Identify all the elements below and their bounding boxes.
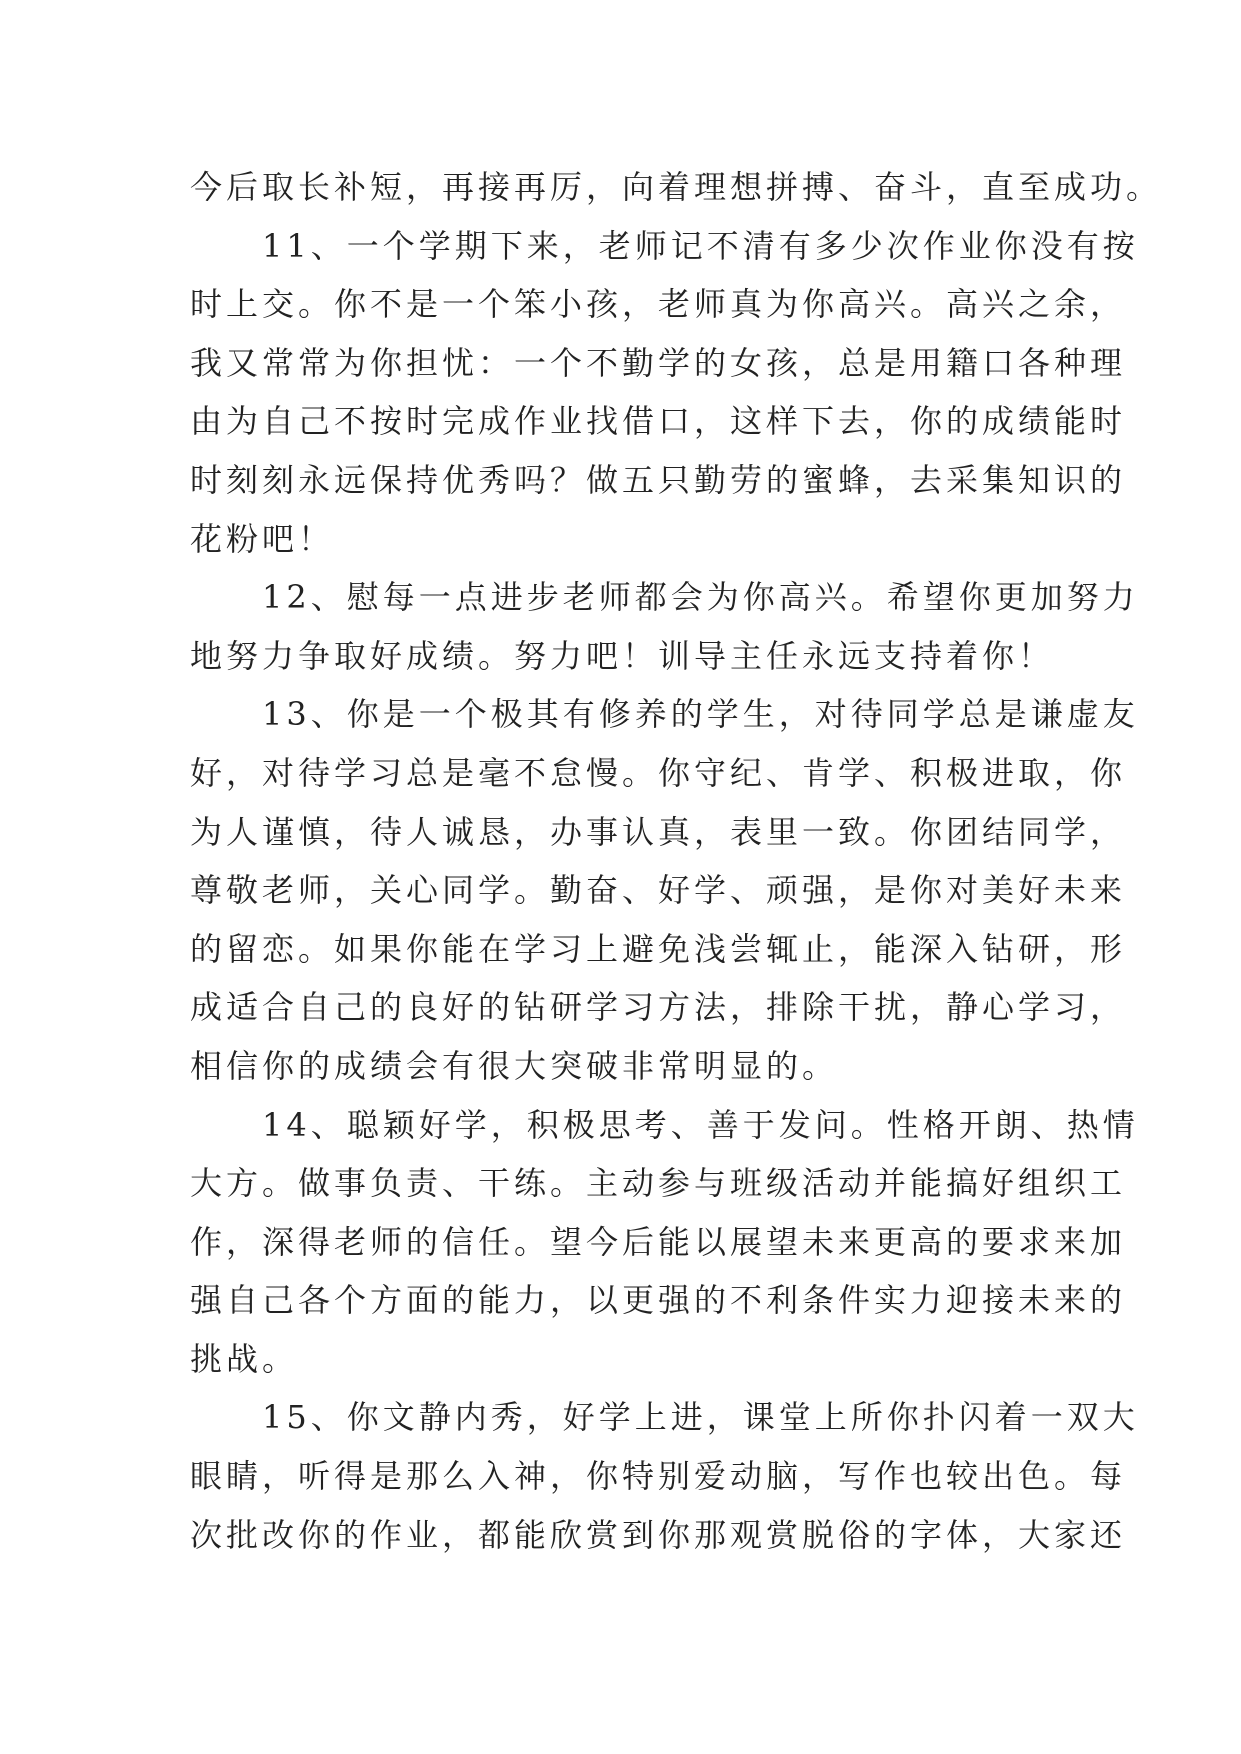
text-line: 相信你的成绩会有很大突破非常明显的。	[190, 1046, 839, 1085]
text-line: 15、你文静内秀，好学上进，课堂上所你扑闪着一双大	[190, 1398, 1139, 1437]
document-body	[190, 158, 1163, 1564]
text-line: 次批改你的作业，都能欣赏到你那观赏脱俗的字体，大家还	[190, 1515, 1127, 1554]
text-line: 强自己各个方面的能力，以更强的不利条件实力迎接未来的	[190, 1281, 1127, 1320]
text-line: 13、你是一个极其有修养的学生，对待同学总是谦虚友	[190, 695, 1139, 734]
text-line: 由为自己不按时完成作业找借口，这样下去，你的成绩能时	[190, 402, 1127, 441]
text-line: 作，深得老师的信任。望今后能以展望未来更高的要求来加	[190, 1222, 1127, 1261]
text-line: 时上交。你不是一个笨小孩，老师真为你高兴。高兴之余，	[190, 285, 1127, 324]
text-line: 地努力争取好成绩。努力吧！训导主任永远支持着你！	[190, 636, 1055, 675]
text-line: 挑战。	[190, 1339, 299, 1378]
text-line: 12、慰每一点进步老师都会为你高兴。希望你更加努力	[190, 578, 1139, 617]
text-line: 花粉吧！	[190, 519, 335, 558]
text-line: 11、一个学期下来，老师记不清有多少次作业你没有按	[190, 226, 1139, 265]
text-line: 时刻刻永远保持优秀吗？做五只勤劳的蜜蜂，去采集知识的	[190, 460, 1127, 499]
text-line: 为人谨慎，待人诚恳，办事认真，表里一致。你团结同学，	[190, 812, 1127, 851]
text-line: 尊敬老师，关心同学。勤奋、好学、顽强，是你对美好未来	[190, 871, 1127, 910]
text-line: 14、聪颖好学，积极思考、善于发问。性格开朗、热情	[190, 1105, 1139, 1144]
text-line: 今后取长补短，再接再厉，向着理想拼搏、奋斗，直至成功。	[190, 168, 1163, 206]
text-line: 好，对待学习总是毫不怠慢。你守纪、肯学、积极进取，你	[190, 753, 1127, 792]
text-line: 的留恋。如果你能在学习上避免浅尝辄止，能深入钻研，形	[190, 929, 1127, 968]
text-line: 我又常常为你担忧：一个不勤学的女孩，总是用籍口各种理	[190, 343, 1127, 382]
text-line: 眼睛，听得是那么入神，你特别爱动脑，写作也较出色。每	[190, 1457, 1127, 1496]
text-line: 成适合自己的良好的钻研学习方法，排除干扰，静心学习，	[190, 988, 1127, 1027]
text-line: 大方。做事负责、干练。主动参与班级活动并能搞好组织工	[190, 1164, 1127, 1203]
